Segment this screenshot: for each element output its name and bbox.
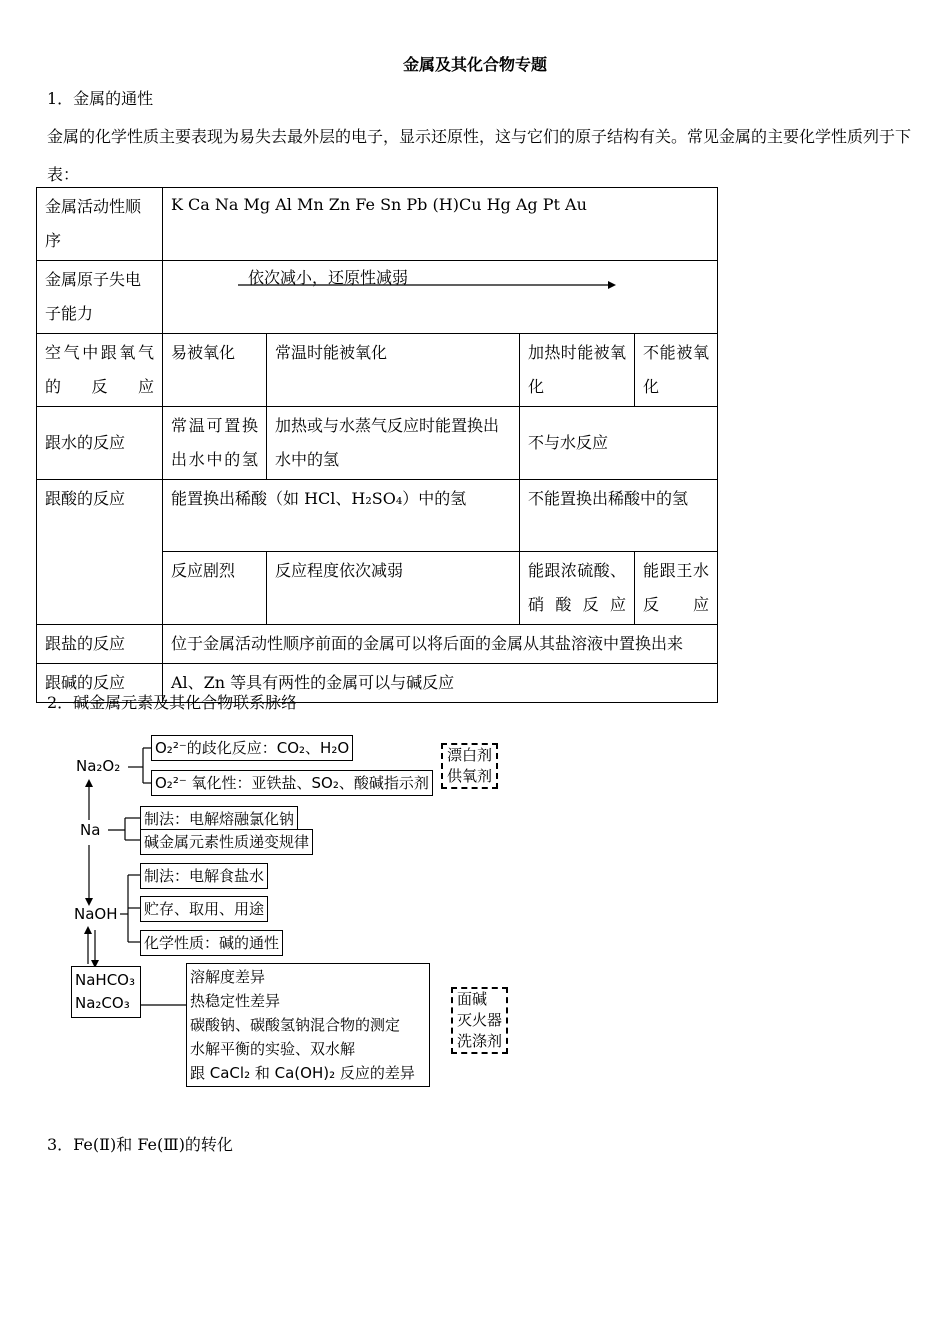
naoh-label: NaOH [74,905,118,923]
cell: 能置换出稀酸（如 HCl、H₂SO₄）中的氢 [163,480,520,552]
na2o2-label: Na₂O₂ [76,757,121,775]
row-label: 跟水的反应 [37,407,163,480]
section3-heading: 3．Fe(Ⅱ)和 Fe(Ⅲ)的转化 [47,1135,233,1154]
cell: 不能被氧化 [635,334,718,407]
cell: 不与水反应 [520,407,718,480]
use-item: 洗涤剂 [457,1032,503,1050]
disproportionation-box: O₂²⁻的歧化反应：CO₂、H₂O [151,735,353,761]
page-title: 金属及其化合物专题 [402,55,547,74]
cell: 反应程度依次减弱 [267,552,520,625]
na2co3-label: Na₂CO₃ [75,994,130,1012]
carbonates-box [71,966,141,1018]
activity-series: K Ca Na Mg Al Mn Zn Fe Sn Pb (H)Cu Hg Ag Pt Au [163,188,718,261]
uses-carbonate-box [451,987,508,1054]
na-production-box: 制法：电解熔融氯化钠 [140,806,298,832]
naoh-production-box: 制法：电解食盐水 [140,863,268,889]
use-item: 面碱 [457,990,488,1008]
cell: 不能置换出稀酸中的氢 [520,480,718,552]
carbonate-comparison-box [186,963,430,1087]
cell: 能跟浓硫酸、硝酸反应 [520,552,635,625]
cell: 位于金属活动性顺序前面的金属可以将后面的金属从其盐溶液中置换出来 [163,625,718,664]
row-label: 跟碱的反应 [37,664,163,703]
row-label: 跟盐的反应 [37,625,163,664]
row-label: 金属原子失电子能力 [37,261,163,334]
list-item: 碳酸钠、碳酸氢钠混合物的测定 [190,1016,401,1034]
cell: 加热或与水蒸气反应时能置换出水中的氢 [267,407,520,480]
list-item: 跟 CaCl₂ 和 Ca(OH)₂ 反应的差异 [190,1064,415,1082]
list-item: 水解平衡的实验、双水解 [190,1040,356,1058]
use-item: 供氧剂 [447,767,493,785]
cell: 常温可置换出水中的氢 [163,407,267,480]
trend-text: 依次减小，还原性减弱 [248,268,409,287]
cell: Al、Zn 等具有两性的金属可以与碱反应 [163,664,718,703]
section1-heading: 1．金属的通性 [47,89,154,108]
section2-heading: 2．碱金属元素及其化合物联系脉络 [47,693,298,712]
oxidizing-box: O₂²⁻ 氧化性：亚铁盐、SO₂、酸碱指示剂 [151,770,433,796]
cell: 能跟王水反应 [635,552,718,625]
na-label: Na [80,821,101,839]
list-item: 溶解度差异 [190,968,266,986]
row-label: 跟酸的反应 [37,480,163,625]
section1-paragraph: 金属的化学性质主要表现为易失去最外层的电子，显示还原性，这与它们的原子结构有关。常见金属的主要化学性质列于下表： [47,127,912,184]
list-item: 热稳定性差异 [190,992,281,1010]
row-label: 空气中跟氧气的反应 [37,334,163,407]
cell: 常温时能被氧化 [267,334,520,407]
use-item: 灭火器 [457,1011,503,1029]
cell: 加热时能被氧化 [520,334,635,407]
nahco3-label: NaHCO₃ [75,971,135,989]
chemical-property-box: 化学性质：碱的通性 [140,930,283,956]
use-item: 漂白剂 [447,746,493,764]
cell: 反应剧烈 [163,552,267,625]
storage-use-box: 贮存、取用、用途 [140,896,268,922]
uses-na2o2-box [441,743,498,789]
row-label: 金属活动性顺序 [37,188,163,261]
periodic-trend-box: 碱金属元素性质递变规律 [140,829,313,855]
cell: 易被氧化 [163,334,267,407]
